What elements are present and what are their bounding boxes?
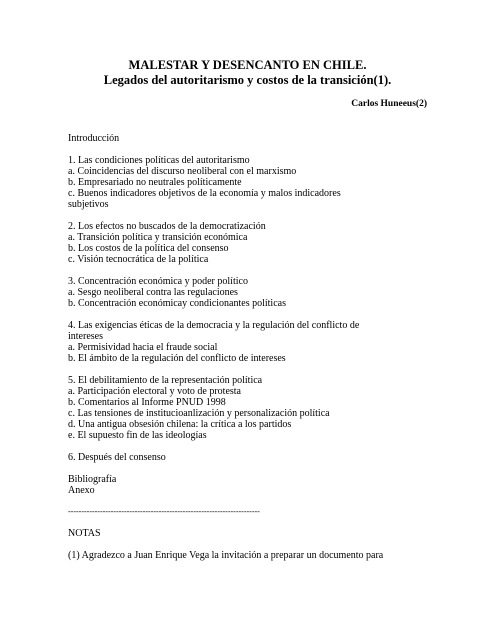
toc-section-heading: 4. Las exigencias éticas de la democracia y la regulación del conflicto de	[68, 320, 360, 331]
toc-item: c. Las tensiones de institucioanlización y personalización política	[68, 408, 330, 419]
toc-item: b. Concentración económicay condicionantes políticas	[68, 298, 286, 309]
toc-item: a. Participación electoral y voto de protesta	[68, 386, 241, 397]
toc-section-heading: 1. Las condiciones políticas del autoritarismo	[68, 155, 250, 166]
toc-item: b. Comentarios al Informe PNUD 1998	[68, 397, 226, 408]
toc-item: c. Buenos indicadores objetivos de la economía y malos indicadores	[68, 188, 341, 199]
toc-item: c. Visión tecnocrática de la política	[68, 254, 209, 265]
toc-section-heading: 5. El debilitamiento de la representación política	[68, 375, 263, 386]
toc-item: a. Coincidencias del discurso neoliberal con el marxismo	[68, 166, 297, 177]
document-title-line2: Legados del autoritarismo y costos de la transición(1).	[103, 73, 392, 87]
toc-item: a. Sesgo neoliberal contra las regulaciones	[68, 287, 238, 298]
toc-item: b. El ámbito de la regulación del conflicto de intereses	[68, 353, 286, 364]
toc-item: b. Empresariado no neutrales políticamente	[68, 177, 242, 188]
toc-item: subjetivos	[68, 199, 109, 210]
toc-bibliography: Bibliografía	[68, 474, 117, 485]
note-1: (1) Agradezco a Juan Enrique Vega la invitación a preparar un documento para	[68, 550, 384, 561]
toc-annex: Anexo	[68, 485, 95, 496]
toc-item: a. Permisividad hacia el fraude social	[68, 342, 218, 353]
toc-item: d. Una antigua obsesión chilena: la crítica a los partidos	[68, 419, 292, 430]
toc-item: a. Transición política y transición económica	[68, 232, 248, 243]
toc-item: intereses	[68, 331, 103, 342]
author-name: Carlos Huneeus(2)	[351, 99, 427, 109]
notes-heading: NOTAS	[68, 528, 101, 539]
toc-section-heading: 2. Los efectos no buscados de la democratización	[68, 221, 266, 232]
toc-item: e. El supuesto fin de las ideologías	[68, 430, 207, 441]
separator-line: ------------------------------------------------------------------------	[68, 507, 260, 516]
document-title-line1: MALESTAR Y DESENCANTO EN CHILE.	[128, 58, 367, 72]
toc-section-heading: 3. Concentración económica y poder político	[68, 276, 248, 287]
toc-item: b. Los costos de la política del consenso	[68, 243, 229, 254]
toc-intro: Introducción	[68, 133, 120, 144]
toc-section-heading: 6. Después del consenso	[68, 452, 166, 463]
table-of-contents	[68, 133, 428, 561]
